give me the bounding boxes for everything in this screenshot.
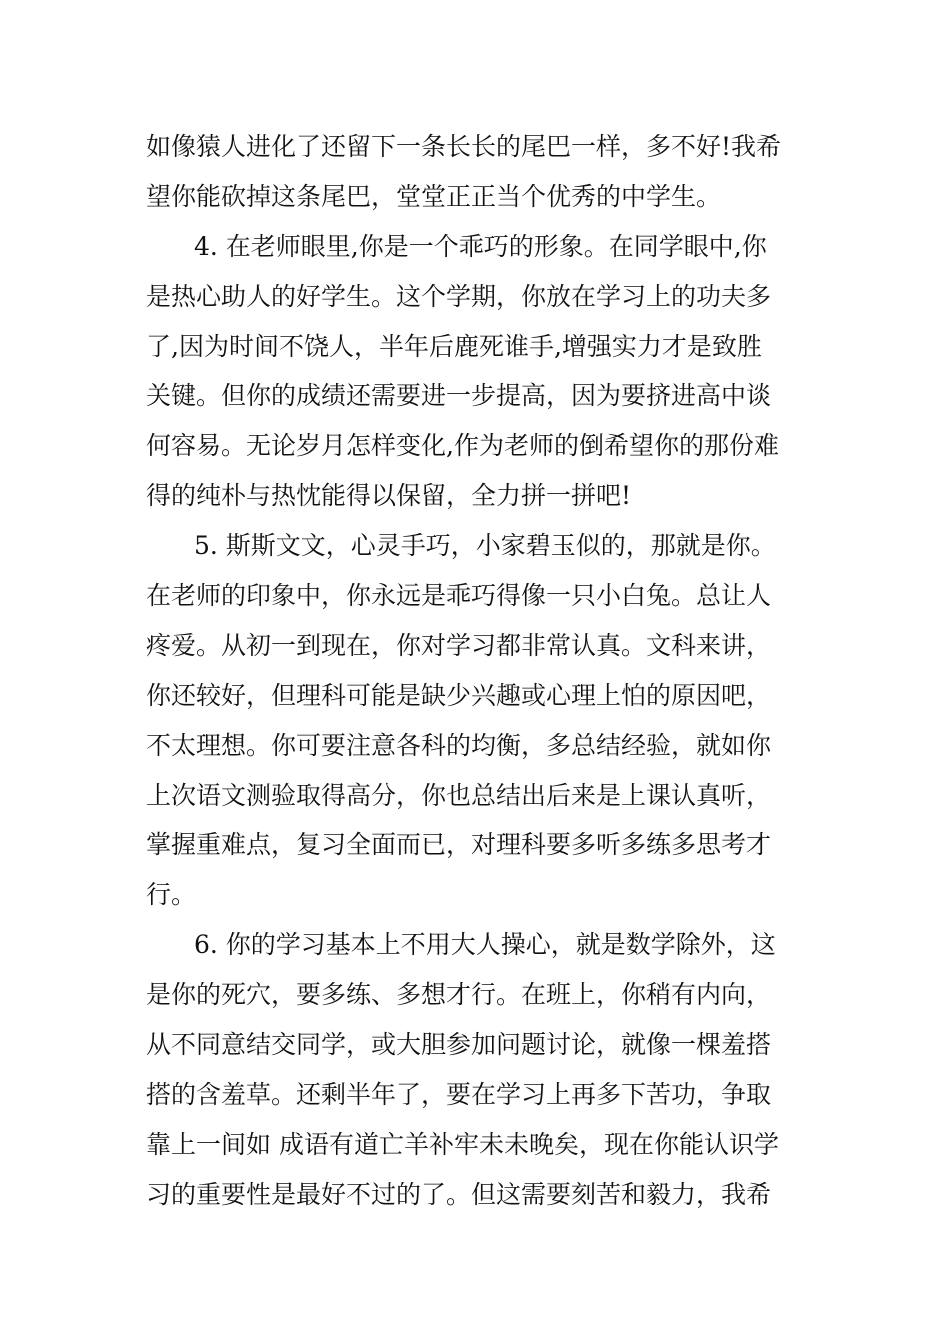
text-line: 5. 斯斯文文，心灵手巧，小家碧玉似的，那就是你。: [194, 531, 776, 561]
text-line: 你还较好，但理科可能是缺少兴趣或心理上怕的原因吧，: [146, 680, 772, 710]
text-line: 是热心助人的好学生。这个学期，你放在学习上的功夫多: [146, 281, 772, 311]
text-line: 不太理想。你可要注意各科的均衡，多总结经验，就如你: [146, 730, 772, 760]
text-line: 疼爱。从初一到现在，你对学习都非常认真。文科来讲，: [146, 630, 772, 660]
text-line: 习的重要性是最好不过的了。但这需要刻苦和毅力，我希: [146, 1179, 772, 1209]
text-line: 掌握重难点，复习全面而已，对理科要多听多练多思考才: [146, 830, 772, 860]
text-line: 从不同意结交同学，或大胆参加问题讨论，就像一棵羞搭: [146, 1030, 772, 1060]
text-line: 望你能砍掉这条尾巴，堂堂正正当个优秀的中学生。: [146, 181, 722, 211]
text-line: 搭的含羞草。还剩半年了，要在学习上再多下苦功，争取: [146, 1079, 772, 1109]
text-line: 4. 在老师眼里,你是一个乖巧的形象。在同学眼中,你: [194, 231, 767, 261]
text-line: 6. 你的学习基本上不用大人操心，就是数学除外，这: [194, 930, 776, 960]
text-line: 行。: [146, 880, 197, 910]
text-line: 是你的死穴，要多练、多想才行。在班上，你稍有内向，: [146, 980, 772, 1010]
text-line: 如像猿人进化了还留下一条长长的尾巴一样，多不好!我希: [146, 132, 782, 161]
text-line: 靠上一间如 成语有道亡羊补牢未未晚矣，现在你能认识学: [146, 1129, 779, 1159]
text-line: 在老师的印象中，你永远是乖巧得像一只小白兔。总让人: [146, 581, 772, 611]
document-body: [146, 122, 826, 1220]
text-line: 上次语文测验取得高分，你也总结出后来是上课认真听，: [146, 780, 772, 810]
text-line: 关键。但你的成绩还需要进一步提高，因为要挤进高中谈: [146, 381, 772, 411]
text-line: 何容易。无论岁月怎样变化,作为老师的倒希望你的那份难: [146, 431, 779, 461]
text-line: 得的纯朴与热忱能得以保留，全力拼一拼吧!: [146, 481, 632, 511]
text-line: 了,因为时间不饶人，半年后鹿死谁手,增强实力才是致胜: [146, 331, 762, 361]
